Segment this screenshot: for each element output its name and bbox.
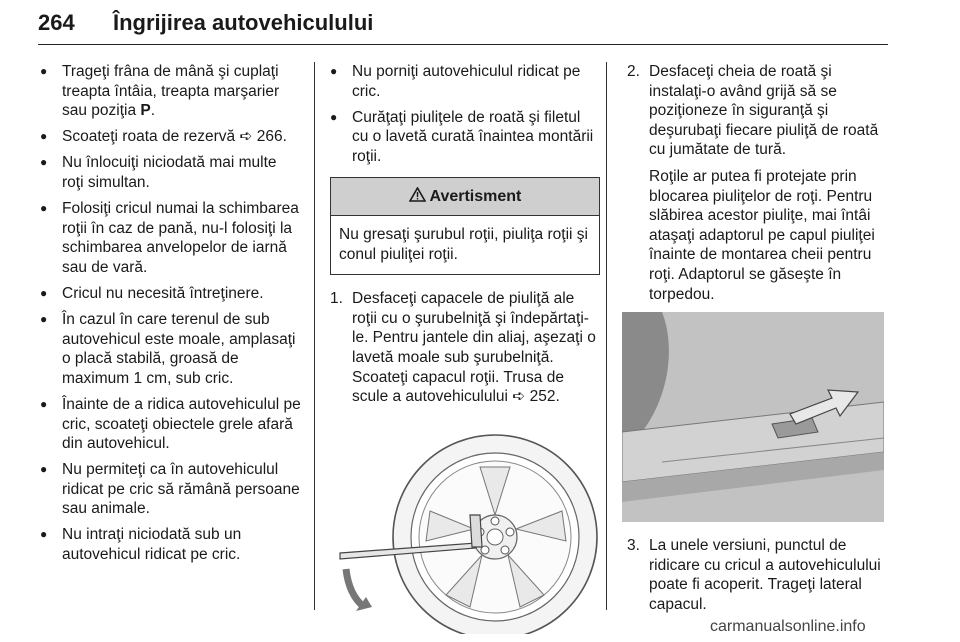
step-3 [627,536,889,614]
page-ref-arrow: ➪ [239,128,257,146]
list-item: ● În cazul în care terenul de sub autovehicul este moale, amplasaţi o placă stabilă, groasă de maximum 1 cm, sub cric. [40,310,302,388]
step-2-text: Desfaceţi cheia de roată şi instalaţi-o având grijă să se poziţioneze în siguranţă şi deşurubaţi fiecare piuliţă de roată cu jumătate de tură. [649,63,879,159]
warning-header [331,178,599,216]
warning-triangle-icon [409,188,430,205]
list-item: ● Cricul nu necesită întreţinere. [40,284,302,304]
chapter-title: Îngrijirea autovehiculului [113,10,374,35]
list-item: ● Înainte de a ridica autovehiculul pe cric, scoateţi obiectele grele afară din autovehicul. [40,395,302,454]
column-middle [330,62,600,634]
list-item: ● Nu înlocuiţi niciodată mai multe roţi simultan. [40,153,302,192]
list-item: ● Nu permiteţi ca în autovehiculul ridicat pe cric să rămână persoane sau animale. [40,460,302,519]
bullet-list-middle [330,62,600,166]
page-number: 264 [38,10,75,35]
step-number: 3. [627,537,640,555]
step-2 [627,62,889,304]
warning-text: Nu gresaţi şurubul roţii, piuliţa roţii şi conul piuliţei roţii. [339,226,588,263]
page-ref-arrow: ➪ [512,388,530,406]
page-ref[interactable]: 266 [256,128,283,146]
bullet-list-left [40,62,302,565]
column-divider [606,62,607,610]
list-item: ● Nu intraţi niciodată sub un autovehicul ridicat pe cric. [40,525,302,564]
list-item: ● Folosiţi cricul numai la schimbarea roţii în caz de pană, nu-l folosiţi la schimbarea anvelopelor de iarnă sau de vară. [40,199,302,277]
list-item: ● Scoateţi roata de rezervă ➪ 266. [40,127,302,147]
warning-title: Avertisment [429,188,522,206]
step-number: 1. [330,290,343,308]
watermark: carmanualsonline.info [710,618,866,635]
list-item: ● Curăţaţi piuliţele de roată şi filetul cu o lavetă curată înaintea montării roţii. [330,108,600,167]
column-divider [314,62,315,610]
warning-box [330,177,600,275]
step-number: 2. [627,63,640,80]
jacking-point-cover-illustration [622,312,884,522]
column-right [627,62,889,615]
wheel-wrench-illustration [330,419,598,634]
step-1: 1. Desfaceţi capacele de piuliţă ale roţii cu o şurubelniţă şi îndepărtaţi-le. Pentru jantele din aliaj, aşezaţi o lavetă moale sub şurubelniţă. Scoateţi capacul roţii. Trusa de scule a autovehiculului ➪ 252. [330,290,596,406]
step-2-note: Roţile ar putea fi protejate prin blocarea piuliţelor de roţi. Pentru slăbirea acestor piuliţe, mai întâi ataşaţi adaptorul pe capul piuliţei înainte de montarea cheii pentru roţi. Adaptorul se găseşte în torpedou. [649,167,875,303]
column-left [40,62,302,571]
list-item: ● Nu porniţi autovehiculul ridicat pe cric. [330,62,600,101]
gear-position-p: P [140,102,151,120]
page-ref[interactable]: 252 [529,388,556,406]
header-rule [38,44,888,45]
list-item: ● Trageţi frâna de mână şi cuplaţi treapta întâia, treapta marşarier sau poziţia P. [40,62,302,121]
step-3-text: La unele versiuni, punctul de ridicare cu cricul a autovehiculului poate fi acoperit. Trageţi lateral capacul. [649,537,881,613]
page-header [38,6,888,46]
